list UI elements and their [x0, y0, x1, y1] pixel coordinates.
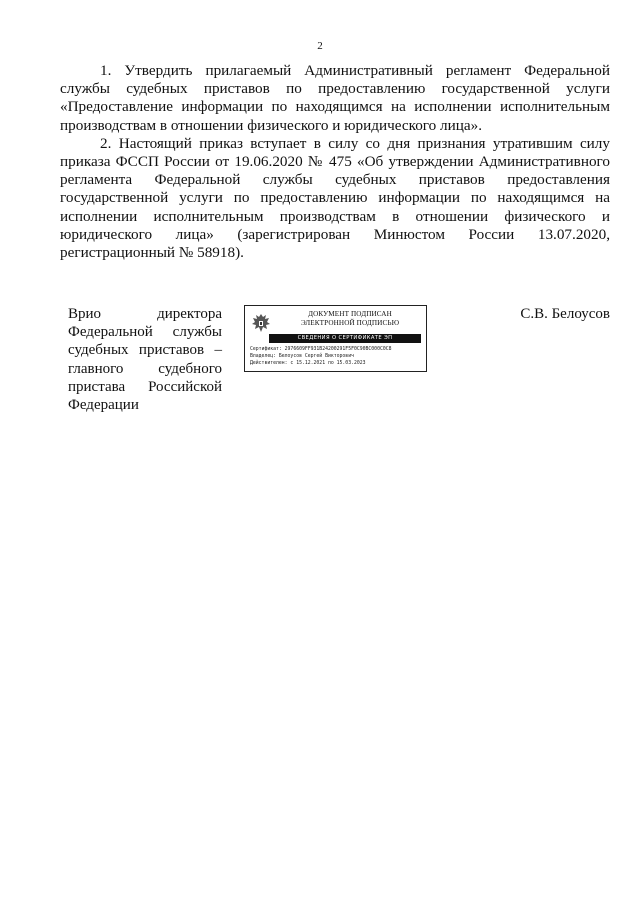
page-number: 2	[317, 40, 323, 52]
certificate-owner: Владелец: Белоусов Сергей Викторович	[250, 354, 354, 359]
certificate-serial: Сертификат: 2976609FF931B24200291F5F0C90BC000C0C8	[250, 347, 392, 352]
signature-block	[60, 305, 610, 425]
certificate-details	[250, 346, 425, 367]
paragraph-2: 2. Настоящий приказ вступает в силу со дня признания утратившим силу приказа ФССП России от 19.06.2020 № 475 «Об утверждении Административного регламента Федеральной службы судебных приставов предоставления государственной услуги по предоставлению информации по находящимся на исполнении исполнительным производствам в отношении физического и юридического лица» (зарегистрирован Минюстом России 13.07.2020, регистрационный № 58918).	[60, 134, 610, 262]
certificate-validity: Действителен: с 15.12.2021 по 15.03.2023	[250, 361, 366, 366]
stamp-title-line-2: ЭЛЕКТРОННОЙ ПОДПИСЬЮ	[300, 318, 400, 327]
electronic-signature-stamp	[244, 305, 427, 372]
certificate-info-bar: СВЕДЕНИЯ О СЕРТИФИКАТЕ ЭП	[269, 334, 421, 343]
coat-of-arms-icon	[251, 312, 271, 336]
document-body	[60, 62, 610, 262]
signer-name: С.В. Белоусов	[520, 306, 610, 322]
stamp-header	[275, 310, 425, 327]
stamp-title-line-1: ДОКУМЕНТ ПОДПИСАН	[308, 310, 392, 318]
signer-position: Врио директора Федеральной службы судебных приставов – главного судебного пристава Российской Федерации	[68, 306, 222, 414]
paragraph-1: 1. Утвердить прилагаемый Административный регламент Федеральной службы судебных приставов по предоставлению государственной услуги «Предоставление информации по находящимся на исполнении исполнительным производствам в отношении физического и юридического лица».	[60, 62, 610, 134]
